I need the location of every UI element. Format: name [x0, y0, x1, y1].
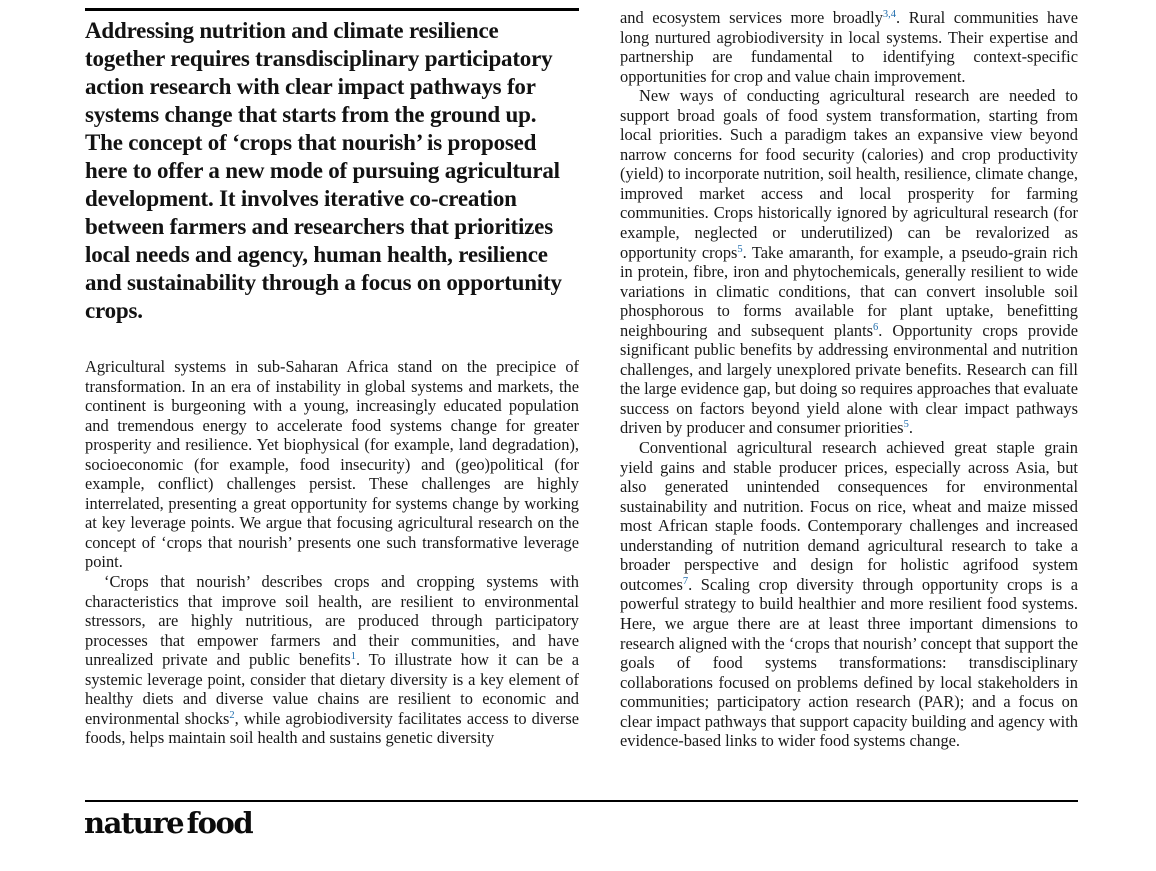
right-column-body	[620, 8, 1078, 751]
right-column	[620, 8, 1078, 794]
journal-logo: nature food	[84, 806, 253, 840]
body-paragraph: and ecosystem services more broadly$^{3,4}$. Rural communities have long nurtured agrobiodiversity in local systems. Their expertise and partnership are fundamental to identifying context-specific opportunities for crop and value chain improvement.	[620, 8, 1078, 86]
body-paragraph: New ways of conducting agricultural research are needed to support broad goals of food system transformation, starting from local priorities. Such a paradigm takes an expansive view beyond narrow concerns for food security (calories) and crop productivity (yield) to incorporate nutrition, soil health, resilience, climate change, improved market access and local prosperity for farming communities. Crops historically ignored by agricultural research (for example, neglected or underutilized) can be revalorized as opportunity crops$^5$. Take amaranth, for example, a pseudo-grain rich in protein, fibre, iron and phytochemicals, generally resilient to wide variations in climatic conditions, that can convert insoluble soil phosphorous to forms available for plant uptake, benefitting neighbouring and subsequent plants$^6$. Opportunity crops provide significant public benefits by addressing environmental and nutrition challenges, and largely unexplored private benefits. Research can fill the large evidence gap, but doing so requires approaches that evaluate success on factors beyond yield alone with clear impact pathways driven by producer and consumer priorities$^5$.	[620, 86, 1078, 438]
bottom-rule	[85, 800, 1078, 802]
reference-superscript[interactable]: 3,4	[882, 9, 897, 20]
left-column-body	[85, 357, 579, 748]
top-rule	[85, 8, 579, 11]
body-paragraph: ‘Crops that nourish’ describes crops and cropping systems with characteristics that improve soil health, are resilient to environmental stressors, are highly nutritious, are produced through participatory processes that empower farmers and their communities, and have unrealized private and public benefits$^1$. To illustrate how it can be a systemic leverage point, consider that dietary diversity is a key element of healthy diets and diverse value chains are resilient to economic and environmental shocks$^2$, while agrobiodiversity facilitates access to diverse foods, helps maintain soil health and sustains genetic diversity	[85, 572, 579, 748]
reference-superscript[interactable]: 1	[350, 651, 356, 663]
reference-superscript[interactable]: 5	[903, 419, 909, 431]
standfirst: Addressing nutrition and climate resilience together requires transdisciplinary participatory action research with clear impact pathways for systems change that starts from the ground up. The concept of ‘crops that nourish’ is proposed here to offer a new mode of pursuing agricultural development. It involves iterative co-creation between farmers and researchers that prioritizes local needs and agency, human health, resilience and sustainability through a focus on opportunity crops.	[85, 18, 562, 323]
reference-superscript[interactable]: 2	[229, 709, 235, 721]
body-paragraph: Conventional agricultural research achieved great staple grain yield gains and stable producer prices, especially across Asia, but also generated unintended consequences for environmental sustainability and nutrition. Focus on rice, wheat and maize missed most African staple foods. Contemporary challenges and increased understanding of nutrition demand agricultural research to take a broader perspective and design for holistic agrifood system outcomes$^7$. Scaling crop diversity through opportunity crops is a powerful strategy to build healthier and more resilient food systems. Here, we argue there are at least three important dimensions to research aligned with the ‘crops that nourish’ concept that support the goals of food systems transformations: transdisciplinary collaborations focused on problems defined by local stakeholders in communities; participatory action research (PAR); and a focus on clear impact pathways that support capacity building and agency with evidence-based links to wider food systems change.	[620, 438, 1078, 751]
reference-superscript[interactable]: 6	[873, 321, 879, 333]
body-paragraph: Agricultural systems in sub-Saharan Africa stand on the precipice of transformation. In an era of instability in global systems and markets, the continent is burgeoning with a young, increasingly educated population and tremendous energy to accelerate food systems change for greater prosperity and resilience. Yet biophysical (for example, land degradation), socioeconomic (for example, food insecurity) and (geo)political (for example, conflict) challenges persist. These challenges are highly interrelated, presenting a great opportunity for systems change by working at key leverage points. We argue that focusing agricultural research on the concept of ‘crops that nourish’ presents one such transformative leverage point.	[85, 357, 579, 572]
reference-superscript[interactable]: 7	[682, 575, 689, 587]
left-column	[85, 8, 579, 794]
reference-superscript[interactable]: 5	[737, 243, 743, 255]
